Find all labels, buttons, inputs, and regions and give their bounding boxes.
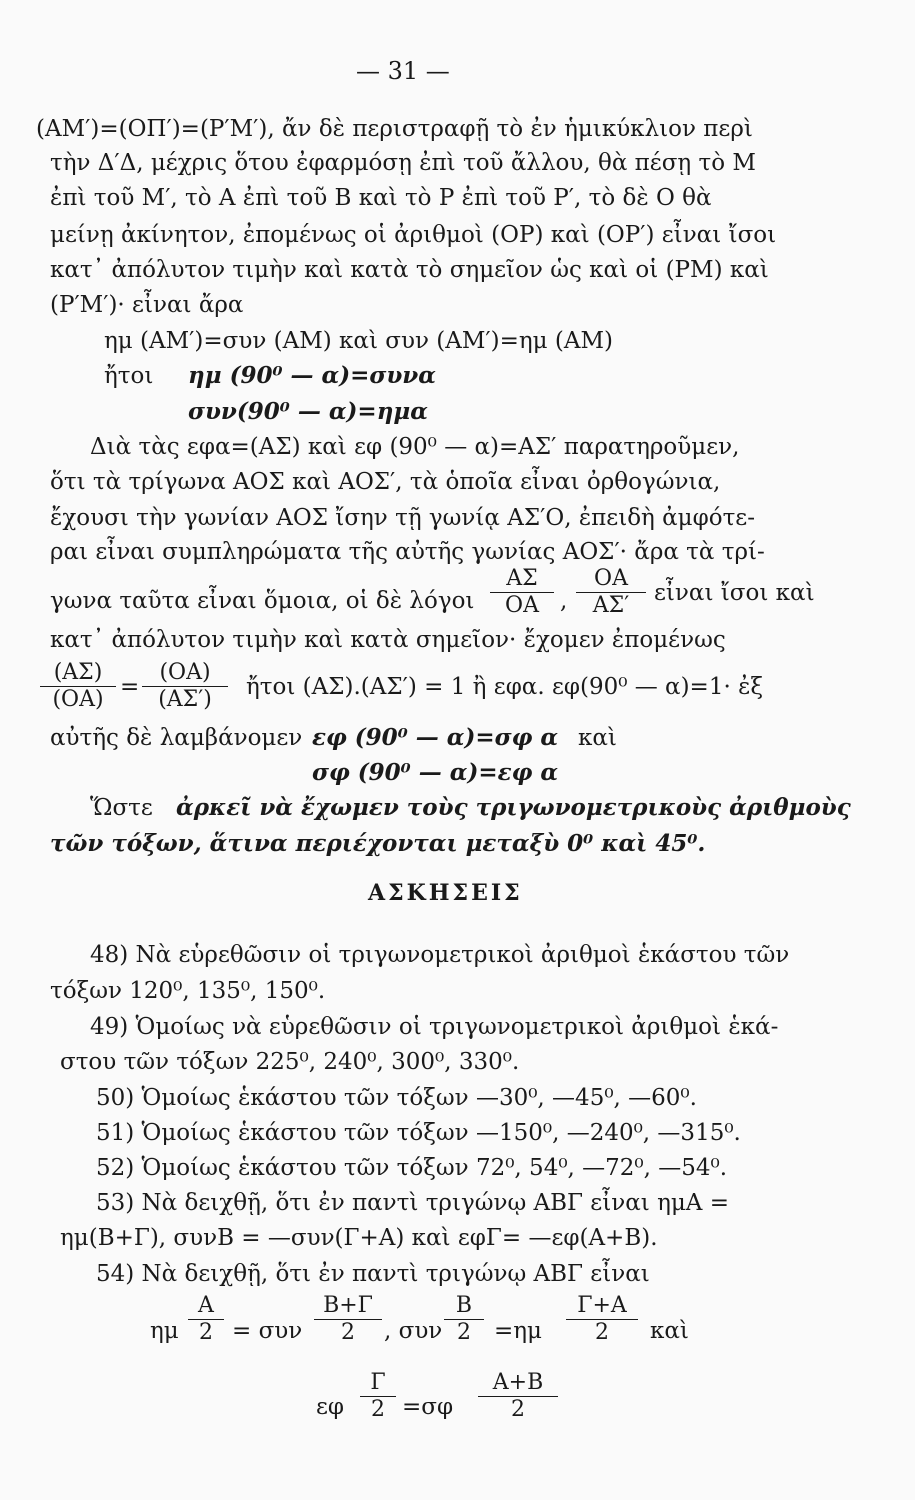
formula-term: , συν: [384, 1318, 443, 1344]
text-line: γωνα ταῦτα εἶναι ὅμοια, οἱ δὲ λόγοι: [50, 588, 475, 614]
text-line: ἔχουσι τὴν γωνίαν ΑΟΣ ἴσην τῇ γωνίᾳ ΑΣ′Ο, ἐπειδὴ ἀμφότε-: [50, 505, 755, 531]
proportion-fraction: [40, 660, 116, 713]
ratio-fraction: [576, 566, 646, 619]
emphasis-line: τῶν τόξων, ἅτινα περιέχονται μεταξὺ 0⁰ καὶ 45⁰.: [50, 830, 706, 857]
formula-fraction: [566, 1293, 638, 1346]
formula-line: σφ (90⁰ — α)=εφ α: [312, 759, 559, 786]
numerator: Β+Γ: [314, 1293, 382, 1320]
text-line: ὅτι τὰ τρίγωνα ΑΟΣ καὶ ΑΟΣ′, τὰ ὁποῖα εἶναι ὀρθογώνια,: [50, 469, 721, 495]
denominator: 2: [199, 1320, 213, 1345]
formula-term: = συν: [232, 1318, 303, 1344]
numerator: Β: [444, 1293, 484, 1320]
exercise-54: 54) Νὰ δειχθῇ, ὅτι ἐν παντὶ τριγώνῳ ΑΒΓ εἶναι: [96, 1261, 650, 1287]
numerator: ΑΣ: [490, 566, 554, 593]
formula-line: ημ (ΑΜ′)=συν (ΑΜ) καὶ συν (ΑΜ′)=ημ (ΑΜ): [104, 328, 613, 354]
numerator: (ΟΑ): [142, 660, 228, 687]
numerator: Γ+Α: [566, 1293, 638, 1320]
text-line: αὐτῆς δὲ λαμβάνομεν: [50, 725, 303, 751]
formula-term: ημ: [150, 1318, 179, 1344]
formula-line: εφ (90⁰ — α)=σφ α: [312, 724, 559, 751]
numerator: Α+Β: [478, 1370, 558, 1397]
section-heading: ΑΣΚΗΣΕΙΣ: [368, 880, 523, 906]
equals-sign: =: [120, 674, 140, 700]
text-line: (Ρ′Μ′)· εἶναι ἄρα: [50, 292, 244, 318]
formula-term: =σφ: [402, 1394, 454, 1420]
comma: ,: [560, 588, 568, 614]
exercise-48-cont: τόξων 120⁰, 135⁰, 150⁰.: [50, 978, 326, 1004]
formula-term: καὶ: [650, 1318, 689, 1344]
exercise-52: 52) Ὁμοίως ἑκάστου τῶν τόξων 72⁰, 54⁰, —72⁰, —54⁰.: [96, 1155, 728, 1181]
exercise-49-cont: στου τῶν τόξων 225⁰, 240⁰, 300⁰, 330⁰.: [60, 1049, 520, 1075]
denominator: ΟΑ: [505, 593, 539, 618]
denominator: (ΑΣ′): [158, 687, 212, 712]
denominator: 2: [595, 1320, 609, 1345]
numerator: Γ: [360, 1370, 396, 1397]
denominator: ΑΣ′: [592, 593, 630, 618]
formula-fraction: [360, 1370, 396, 1423]
numerator: ΟΑ: [576, 566, 646, 593]
numerator: Α: [188, 1293, 224, 1320]
exercise-49: 49) Ὁμοίως νὰ εὑρεθῶσιν οἱ τριγωνομετρικοὶ ἀριθμοὶ ἑκά-: [90, 1014, 779, 1040]
text-line: εἶναι ἴσοι καὶ: [654, 580, 815, 606]
numerator: (ΑΣ): [40, 660, 116, 687]
exercise-51: 51) Ὁμοίως ἑκάστου τῶν τόξων —150⁰, —240⁰, —315⁰.: [96, 1120, 741, 1146]
text-line: τὴν Δ′Δ, μέχρις ὅτου ἐφαρμόσῃ ἐπὶ τοῦ ἄλλου, θὰ πέσῃ τὸ Μ: [50, 150, 756, 176]
formula-fraction: [478, 1370, 558, 1423]
page-number: — 31 —: [356, 57, 450, 85]
text-line: (ΑΜ′)=(ΟΠ′)=(Ρ′Μ′), ἄν δὲ περιστραφῇ τὸ ἐν ἡμικύκλιον περὶ: [36, 116, 753, 142]
formula-term: =ημ: [494, 1318, 542, 1344]
formula-line: συν(90⁰ — α)=ημα: [188, 398, 428, 425]
text-line: Διὰ τὰς εφα=(ΑΣ) καὶ εφ (90⁰ — α)=ΑΣ′ παρατηροῦμεν,: [90, 434, 740, 460]
emphasis-line: ἀρκεῖ νὰ ἔχωμεν τοὺς τριγωνομετρικοὺς ἀριθμοὺς: [176, 794, 851, 821]
exercise-50: 50) Ὁμοίως ἑκάστου τῶν τόξων —30⁰, —45⁰, —60⁰.: [96, 1085, 697, 1111]
formula-fraction: [188, 1293, 224, 1346]
text-line: ἤτοι (ΑΣ).(ΑΣ′) = 1 ἢ εφα. εφ(90⁰ — α)=1· ἐξ: [246, 674, 764, 700]
denominator: 2: [371, 1397, 385, 1422]
text-line: κατ᾽ ἀπόλυτον τιμὴν καὶ κατὰ σημεῖον· ἔχομεν ἐπομένως: [50, 627, 726, 653]
proportion-fraction: [142, 660, 228, 713]
ratio-fraction: [490, 566, 554, 619]
text-line: ἤτοι: [104, 363, 154, 389]
formula-term: εφ: [316, 1394, 345, 1420]
denominator: (ΟΑ): [52, 687, 104, 712]
text-line: ραι εἶναι συμπληρώματα τῆς αὐτῆς γωνίας ΑΟΣ′· ἄρα τὰ τρί-: [50, 539, 765, 565]
formula-fraction: [444, 1293, 484, 1346]
exercise-48: 48) Νὰ εὑρεθῶσιν οἱ τριγωνομετρικοὶ ἀριθμοὶ ἑκάστου τῶν: [90, 942, 790, 968]
text-line: Ὥστε: [90, 795, 153, 821]
denominator: 2: [341, 1320, 355, 1345]
text-line: κατ᾽ ἀπόλυτον τιμὴν καὶ κατὰ τὸ σημεῖον ὡς καὶ οἱ (ΡΜ) καὶ: [50, 257, 769, 283]
exercise-53: 53) Νὰ δειχθῇ, ὅτι ἐν παντὶ τριγώνῳ ΑΒΓ εἶναι ημΑ =: [96, 1190, 729, 1216]
exercise-53-cont: ημ(Β+Γ), συνΒ = —συν(Γ+Α) καὶ εφΓ= —εφ(Α+Β).: [60, 1225, 658, 1251]
formula-line: ημ (90⁰ — α)=συνα: [188, 362, 436, 389]
denominator: 2: [511, 1397, 525, 1422]
denominator: 2: [457, 1320, 471, 1345]
text-line: καὶ: [578, 725, 617, 751]
text-line: μείνῃ ἀκίνητον, ἐπομένως οἱ ἀριθμοὶ (ΟΡ) καὶ (ΟΡ′) εἶναι ἴσοι: [50, 222, 777, 248]
text-line: ἐπὶ τοῦ Μ′, τὸ Α ἐπὶ τοῦ Β καὶ τὸ Ρ ἐπὶ τοῦ Ρ′, τὸ δὲ Ο θὰ: [50, 185, 712, 211]
formula-fraction: [314, 1293, 382, 1346]
